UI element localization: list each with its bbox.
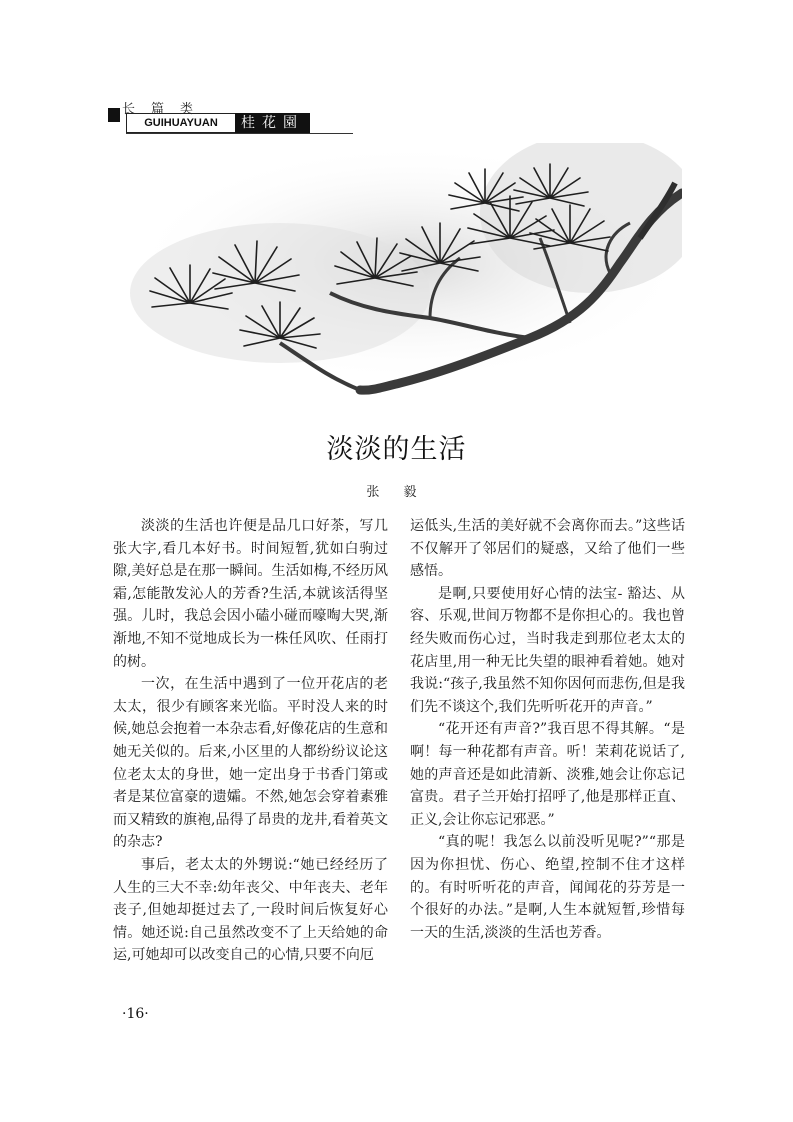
body-column-right	[410, 515, 685, 944]
paragraph: 一次，在生活中遇到了一位开花店的老太太，很少有顾客来光临。平时没人来的时候,她总会抱着一本杂志看,好像花店的生意和她无关似的。后来,小区里的人都纷纷议论这位老太太的身世，她一定出身于书香门第或者是某位富豪的遗孀。不然,她怎会穿着素雅而又精致的旗袍,品得了昂贵的龙井,看着英文的杂志?	[113, 676, 388, 851]
header-section-cn: 桂花園	[235, 113, 310, 133]
paragraph: “花开还有声音?”我百思不得其解。“是啊！每一种花都有声音。听！茉莉花说话了,她的声音还是如此清新、淡雅,她会让你忘记富贵。君子兰开始打招呼了,他是那样正直、正义,会让你忘记邪恶。”	[410, 721, 685, 828]
body-column-left	[113, 515, 388, 967]
paragraph-continuation: 运低头,生活的美好就不会离你而去。”这些话不仅解开了邻居们的疑惑，又给了他们一些感悟。	[410, 518, 685, 580]
header-section-en: GUIHUAYUAN	[126, 113, 235, 133]
article-title: 淡淡的生活	[326, 434, 467, 465]
paragraph: 事后，老太太的外甥说:“她已经经历了人生的三大不幸:幼年丧父、中年丧夫、老年丧子,但她却挺过去了,一段时间后恢复好心情。她还说:自己虽然改变不了上天给她的命运,可她却可以改变自己的心情,只要不向厄	[113, 856, 388, 964]
pine-branch-illustration	[130, 143, 682, 405]
paragraph: “真的呢！我怎么以前没听见呢?”“那是因为你担忧、伤心、绝望,控制不住才这样的。有时听听花的声音，闻闻花的芬芳是一个很好的办法。”是啊,人生本就短暂,珍惜每一天的生活,淡淡的生活也芳香。	[410, 834, 685, 941]
paragraph: 是啊,只要使用好心情的法宝- 豁达、从容、乐观,世间万物都不是你担心的。我也曾经失败而伤心过，当时我走到那位老太太的花店里,用一种无比失望的眼神看着她。她对我说:“孩子,我虽然不知你因何而悲伤,但是我们先不谈这个,我们先听听花开的声音。”	[410, 585, 685, 715]
header-square-mark	[108, 108, 120, 122]
article-author: 张 毅	[366, 485, 427, 500]
header-rule	[126, 133, 353, 134]
section-header	[108, 98, 353, 140]
page-number: ·16·	[122, 1006, 149, 1022]
paragraph: 淡淡的生活也许便是品几口好茶，写几张大字,看几本好书。时间短暂,犹如白驹过隙,美好总是在那一瞬间。生活如梅,不经历风霜,怎能散发沁人的芳香?生活,本就该活得坚强。儿时，我总会因小磕小碰而嚎啕大哭,渐渐地,不知不觉地成长为一株任风吹、任雨打的树。	[113, 518, 388, 670]
header-category: 长篇类	[122, 102, 210, 117]
